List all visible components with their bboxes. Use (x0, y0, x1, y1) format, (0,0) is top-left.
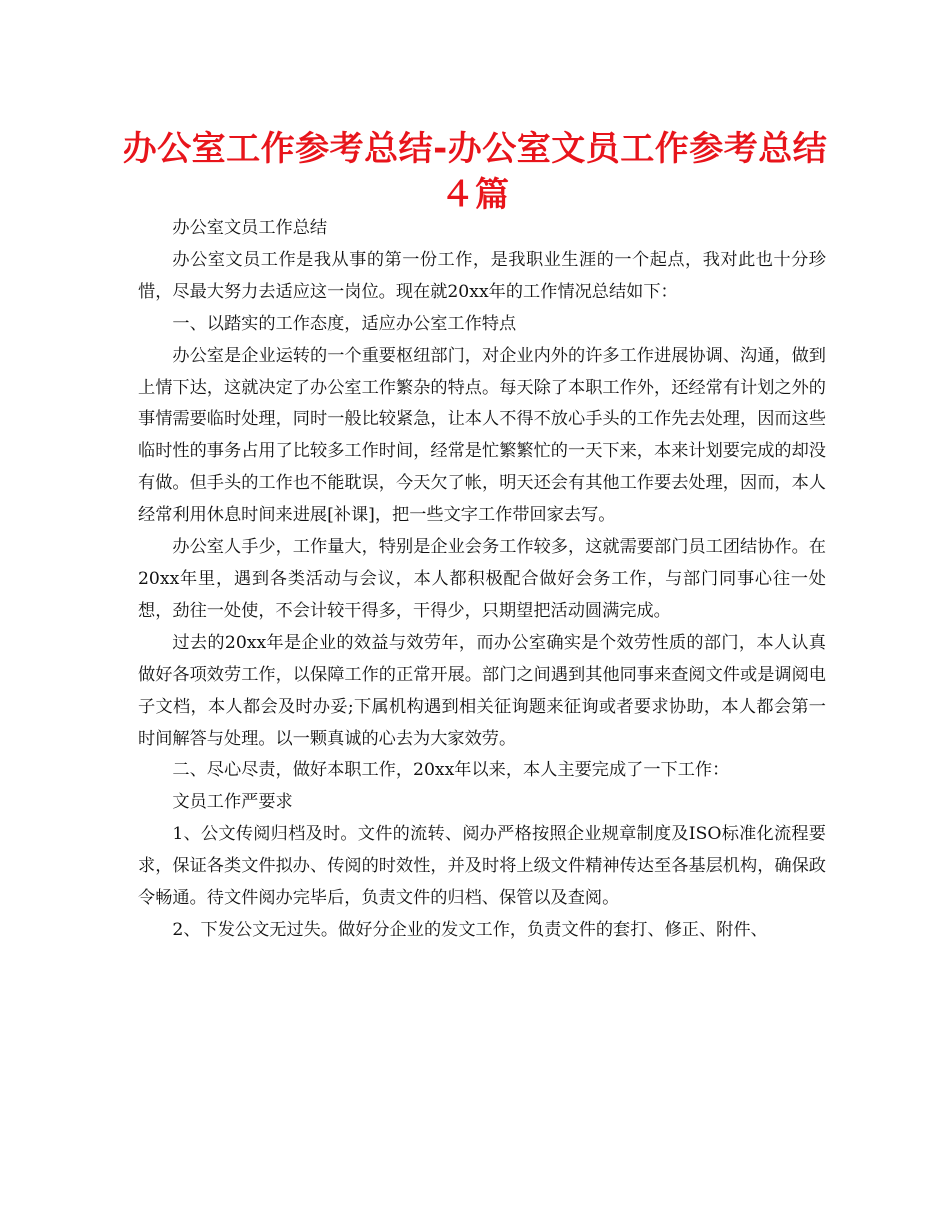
section-heading: 办公室文员工作总结 (172, 218, 328, 238)
body-paragraph: 办公室文员工作是我从事的第一份工作，是我职业生涯的一个起点，我对此也十分珍惜，尽最大努力去适应这一岗位。现在就20xx年的工作情况总结如下： (138, 249, 826, 302)
section-heading: 二、尽心尽责，做好本职工作，20xx年以来，本人主要完成了一下工作： (172, 760, 730, 781)
body-paragraph: 办公室是企业运转的一个重要枢纽部门，对企业内外的许多工作进展协调、沟通，做到上情下达，这就决定了办公室工作繁杂的特点。每天除了本职工作外，还经常有计划之外的事情需要临时处理，同时一般比较紧急，让本人不得不放心手头的工作先去处理，因而这些临时性的事务占用了比较多工作时间，经常是忙繁繁忙的一天下来，本来计划要完成的却没有做。但手头的工作也不能耽误，今天欠了帐，明天还会有其他工作要去处理，因而，本人经常利用休息时间来进展[补课]，把一些文字工作带回家去写。 (138, 345, 826, 526)
body-paragraph: 2、下发公文无过失。做好分企业的发文工作，负责文件的套打、修正、附件、 (172, 919, 768, 940)
subsection-heading: 文员工作严要求 (172, 792, 293, 813)
body-paragraph: 1、公文传阅归档及时。文件的流转、阅办严格按照企业规章制度及ISO标准化流程要求，保证各类文件拟办、传阅的时效性，并及时将上级文件精神传达至各基层机构，确保政令畅通。待文件阅办完毕后，负责文件的归档、保管以及查阅。 (138, 824, 826, 909)
document-title: 办公室工作参考总结-办公室文员工作参考总结４篇 (122, 129, 828, 215)
body-paragraph: 过去的20xx年是企业的效益与效劳年，而办公室确实是个效劳性质的部门，本人认真做好各项效劳工作，以保障工作的正常开展。部门之间遇到其他同事来查阅文件或是调阅电子文档，本人都会及时办妥;下属机构遇到相关征询题来征询或者要求协助，本人都会第一时间解答与处理。以一颗真诚的心去为大家效劳。 (138, 632, 826, 749)
document-body (138, 213, 826, 947)
body-paragraph: 办公室人手少，工作量大，特别是企业会务工作较多，这就需要部门员工团结协作。在20xx年里，遇到各类活动与会议，本人都积极配合做好会务工作，与部门同事心往一处想，劲往一处使，不会计较干得多，干得少，只期望把活动圆满完成。 (138, 537, 826, 621)
section-heading: 一、以踏实的工作态度，适应办公室工作特点 (172, 313, 517, 334)
